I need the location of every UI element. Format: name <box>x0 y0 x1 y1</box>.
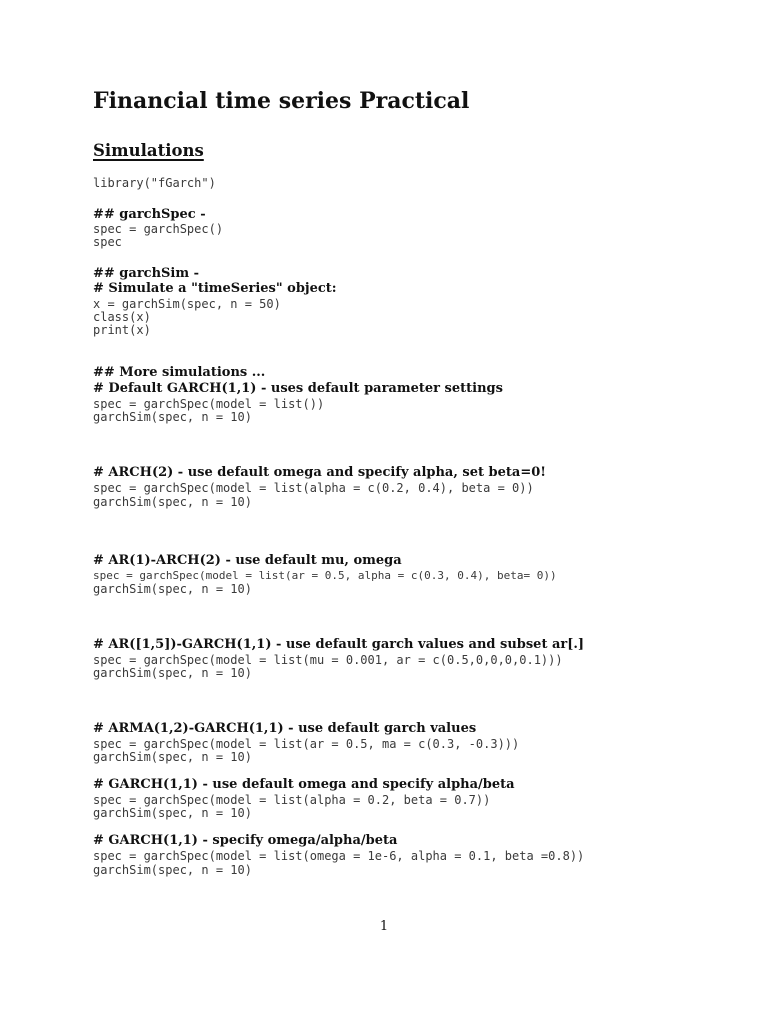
code-line: garchSim(spec, n = 10) <box>93 863 252 877</box>
code-line: spec = garchSpec(model = list(ar = 0.5, alpha = c(0.3, 0.4), beta= 0)) <box>93 569 557 582</box>
code-line: class(x) <box>93 310 151 324</box>
code-line: garchSim(spec, n = 10) <box>93 806 252 820</box>
comment-line: ## garchSim - <box>93 266 200 281</box>
code-line: print(x) <box>93 323 151 337</box>
comment-line: # AR([1,5])-GARCH(1,1) - use default garch values and subset ar[.] <box>93 637 585 652</box>
comment-line: # GARCH(1,1) - use default omega and specify alpha/beta <box>93 777 515 792</box>
code-line: garchSim(spec, n = 10) <box>93 582 252 596</box>
comment-line: # ARMA(1,2)-GARCH(1,1) - use default garch values <box>93 721 477 736</box>
code-line: garchSim(spec, n = 10) <box>93 666 252 680</box>
document-title: Financial time series Practical <box>93 88 470 114</box>
comment-line: # Default GARCH(1,1) - uses default parameter settings <box>93 381 503 396</box>
comment-line: ## More simulations ... <box>93 365 266 380</box>
code-line: library("fGarch") <box>93 176 216 190</box>
code-line: spec = garchSpec(model = list()) <box>93 397 325 411</box>
code-line: x = garchSim(spec, n = 50) <box>93 297 281 311</box>
section-heading-simulations: Simulations <box>93 141 204 160</box>
code-line: spec = garchSpec(model = list(omega = 1e-6, alpha = 0.1, beta =0.8)) <box>93 849 585 863</box>
comment-line: # Simulate a "timeSeries" object: <box>93 281 337 296</box>
code-line: garchSim(spec, n = 10) <box>93 495 252 509</box>
code-line: spec = garchSpec() <box>93 222 224 236</box>
code-line: garchSim(spec, n = 10) <box>93 750 252 764</box>
code-line: spec <box>93 235 122 249</box>
code-line: spec = garchSpec(model = list(alpha = 0.2, beta = 0.7)) <box>93 793 491 807</box>
page-number: 1 <box>379 919 389 934</box>
comment-line: # ARCH(2) - use default omega and specify alpha, set beta=0! <box>93 465 546 480</box>
code-line: spec = garchSpec(model = list(alpha = c(0.2, 0.4), beta = 0)) <box>93 481 534 495</box>
code-line: spec = garchSpec(model = list(mu = 0.001, ar = c(0.5,0,0,0,0.1))) <box>93 653 563 667</box>
comment-line: # GARCH(1,1) - specify omega/alpha/beta <box>93 833 398 848</box>
comment-line: # AR(1)-ARCH(2) - use default mu, omega <box>93 553 402 568</box>
document-page <box>93 0 733 1024</box>
comment-line: ## garchSpec - <box>93 207 206 222</box>
code-line: garchSim(spec, n = 10) <box>93 410 252 424</box>
code-line: spec = garchSpec(model = list(ar = 0.5, ma = c(0.3, -0.3))) <box>93 737 520 751</box>
